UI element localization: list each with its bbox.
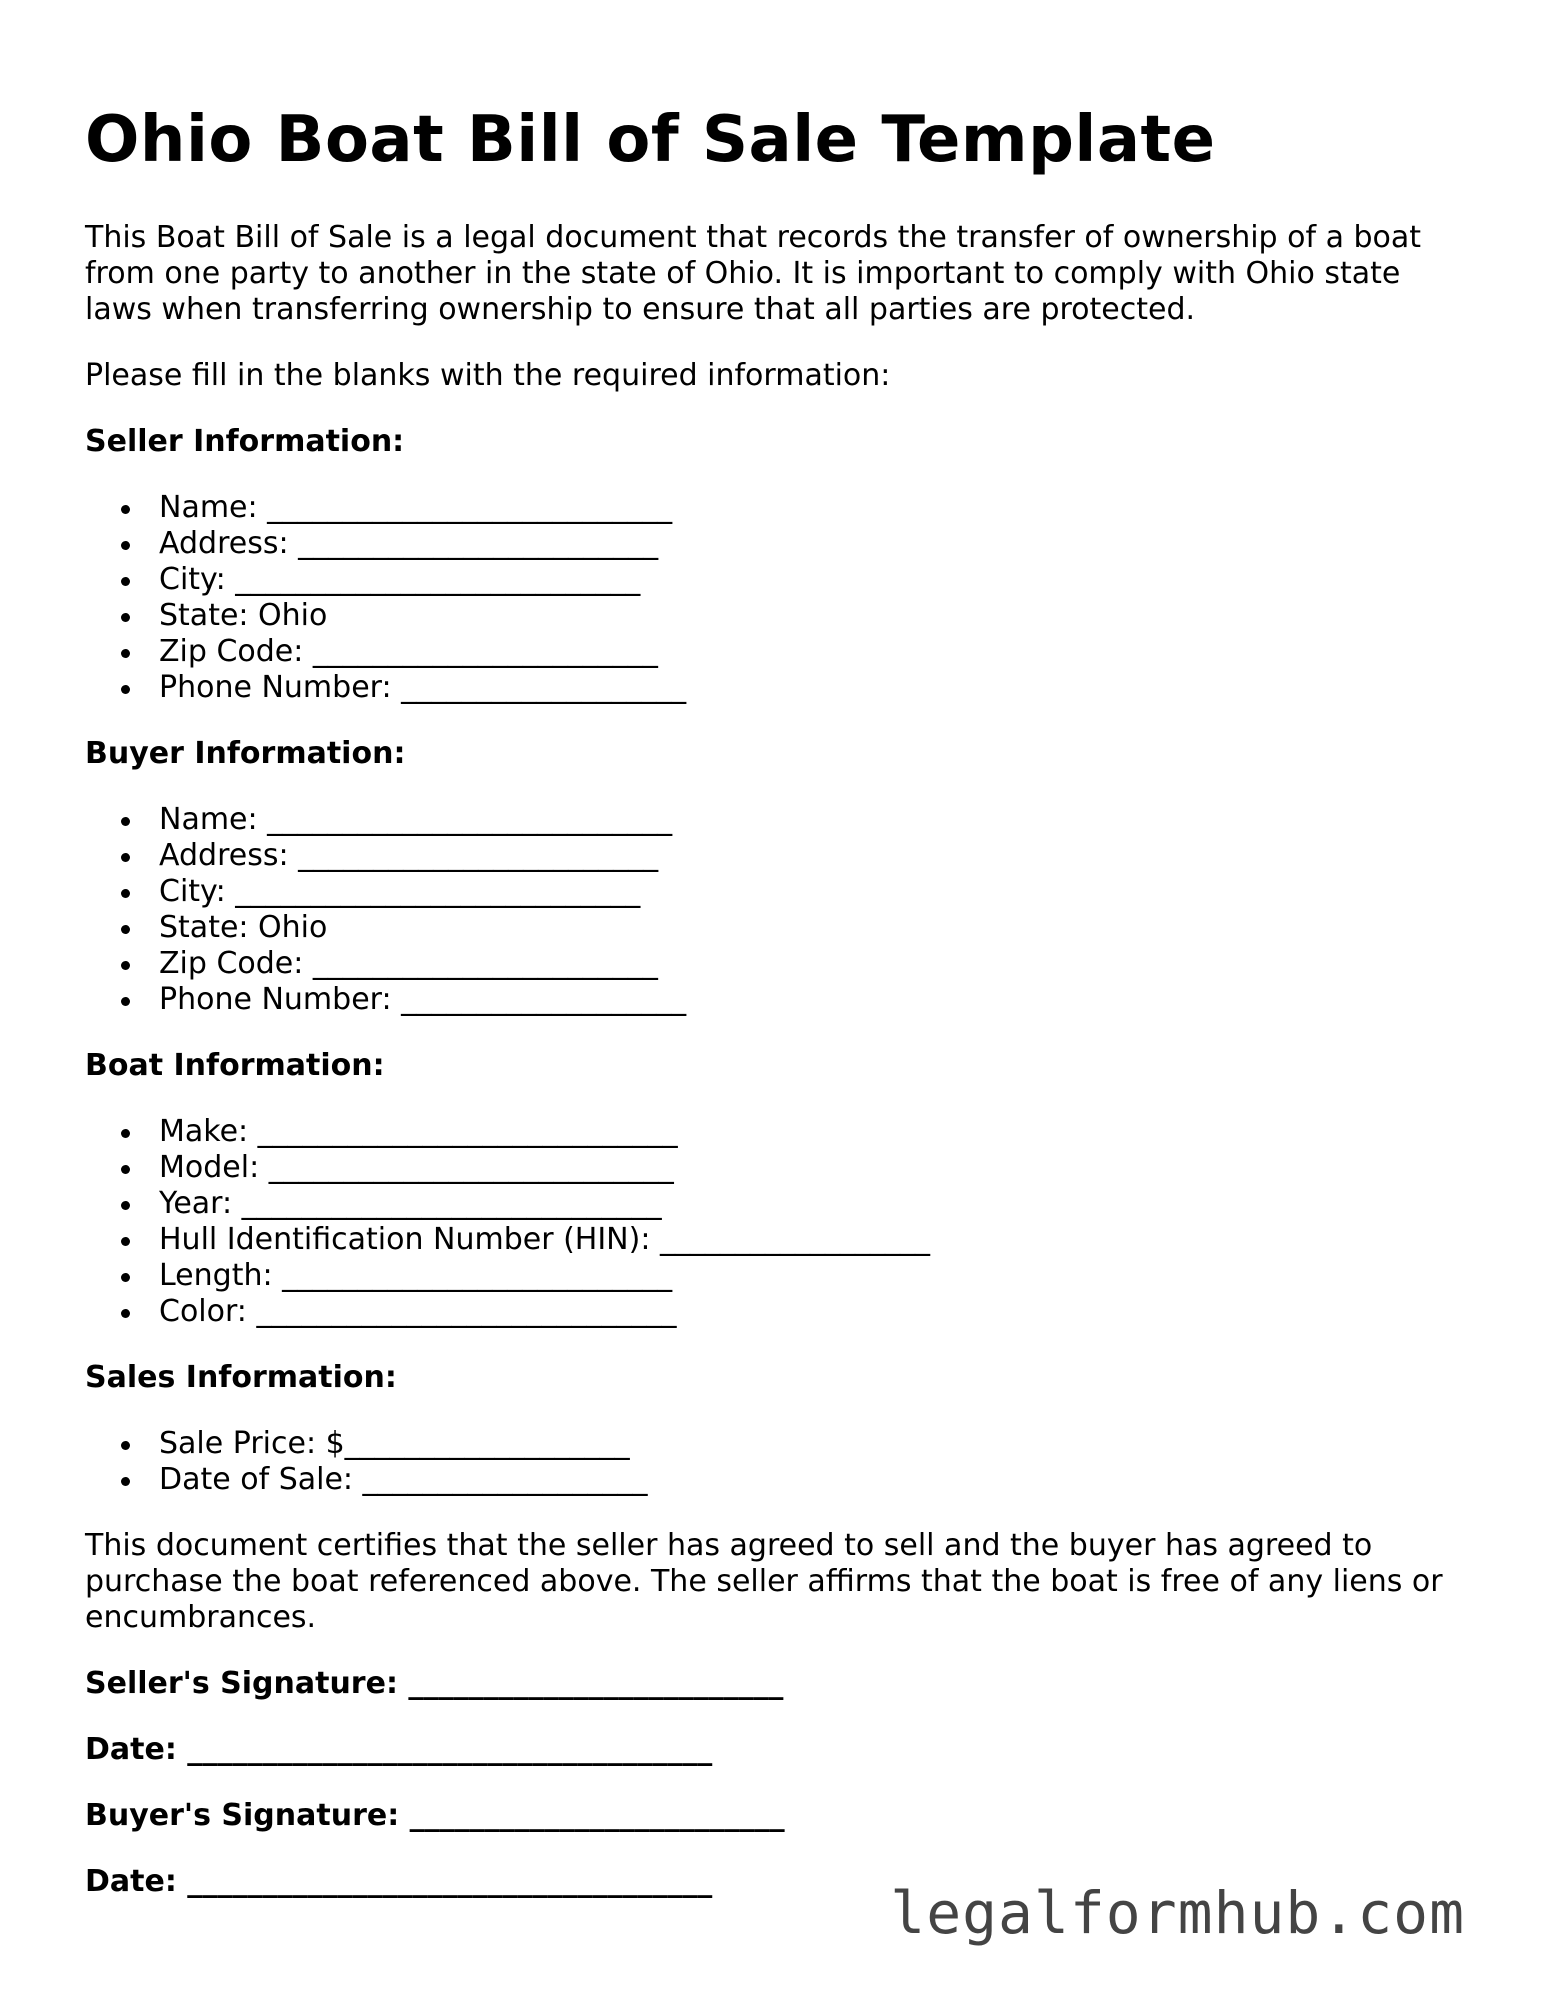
page-title: Ohio Boat Bill of Sale Template xyxy=(85,103,1216,177)
boat-hin-field: Hull Identification Number (HIN): __________________ xyxy=(159,1222,1465,1258)
seller-city-field: City: ___________________________ xyxy=(159,562,1465,598)
boat-list xyxy=(85,1114,1465,1330)
instructions-paragraph: Please fill in the blanks with the required information: xyxy=(85,358,891,393)
boat-length-field: Length: __________________________ xyxy=(159,1258,1465,1294)
boat-year-field: Year: ____________________________ xyxy=(159,1186,1465,1222)
boat-make-field: Make: ____________________________ xyxy=(159,1114,1465,1150)
buyer-city-field: City: ___________________________ xyxy=(159,874,1465,910)
seller-state-field: State: Ohio xyxy=(159,598,1465,634)
document xyxy=(85,100,1465,1930)
seller-phone-field: Phone Number: ___________________ xyxy=(159,670,1465,706)
seller-zip-field: Zip Code: _______________________ xyxy=(159,634,1465,670)
boat-color-field: Color: ____________________________ xyxy=(159,1294,1465,1330)
seller-list xyxy=(85,490,1465,706)
seller-heading: Seller Information: xyxy=(85,424,405,459)
certification-paragraph: This document certifies that the seller has agreed to sell and the buyer has agreed to purchase the boat referenced above. The seller affirms that the boat is free of any liens or encumbrances. xyxy=(85,1528,1443,1635)
buyer-zip-field: Zip Code: _______________________ xyxy=(159,946,1465,982)
buyer-state-field: State: Ohio xyxy=(159,910,1465,946)
buyer-phone-field: Phone Number: ___________________ xyxy=(159,982,1465,1018)
sales-heading: Sales Information: xyxy=(85,1360,397,1395)
intro-paragraph: This Boat Bill of Sale is a legal document that records the transfer of ownership of a boat from one party to another in the state of Ohio. It is important to comply with Ohio state laws when transferring ownership to ensure that all parties are protected. xyxy=(85,220,1422,327)
boat-model-field: Model: ___________________________ xyxy=(159,1150,1465,1186)
boat-heading: Boat Information: xyxy=(85,1048,385,1083)
watermark: legalformhub.com xyxy=(890,1879,1465,1947)
buyer-heading: Buyer Information: xyxy=(85,736,406,771)
seller-date-line: Date: ___________________________________ xyxy=(85,1732,713,1767)
buyer-list xyxy=(85,802,1465,1018)
seller-name-field: Name: ___________________________ xyxy=(159,490,1465,526)
seller-signature-line: Seller's Signature: _________________________ xyxy=(85,1666,784,1701)
buyer-signature-line: Buyer's Signature: _________________________ xyxy=(85,1798,785,1833)
sale-price-field: Sale Price: $___________________ xyxy=(159,1426,1465,1462)
buyer-date-line: Date: ___________________________________ xyxy=(85,1864,713,1899)
sales-list xyxy=(85,1426,1465,1498)
buyer-address-field: Address: ________________________ xyxy=(159,838,1465,874)
sale-date-field: Date of Sale: ___________________ xyxy=(159,1462,1465,1498)
buyer-name-field: Name: ___________________________ xyxy=(159,802,1465,838)
seller-address-field: Address: ________________________ xyxy=(159,526,1465,562)
